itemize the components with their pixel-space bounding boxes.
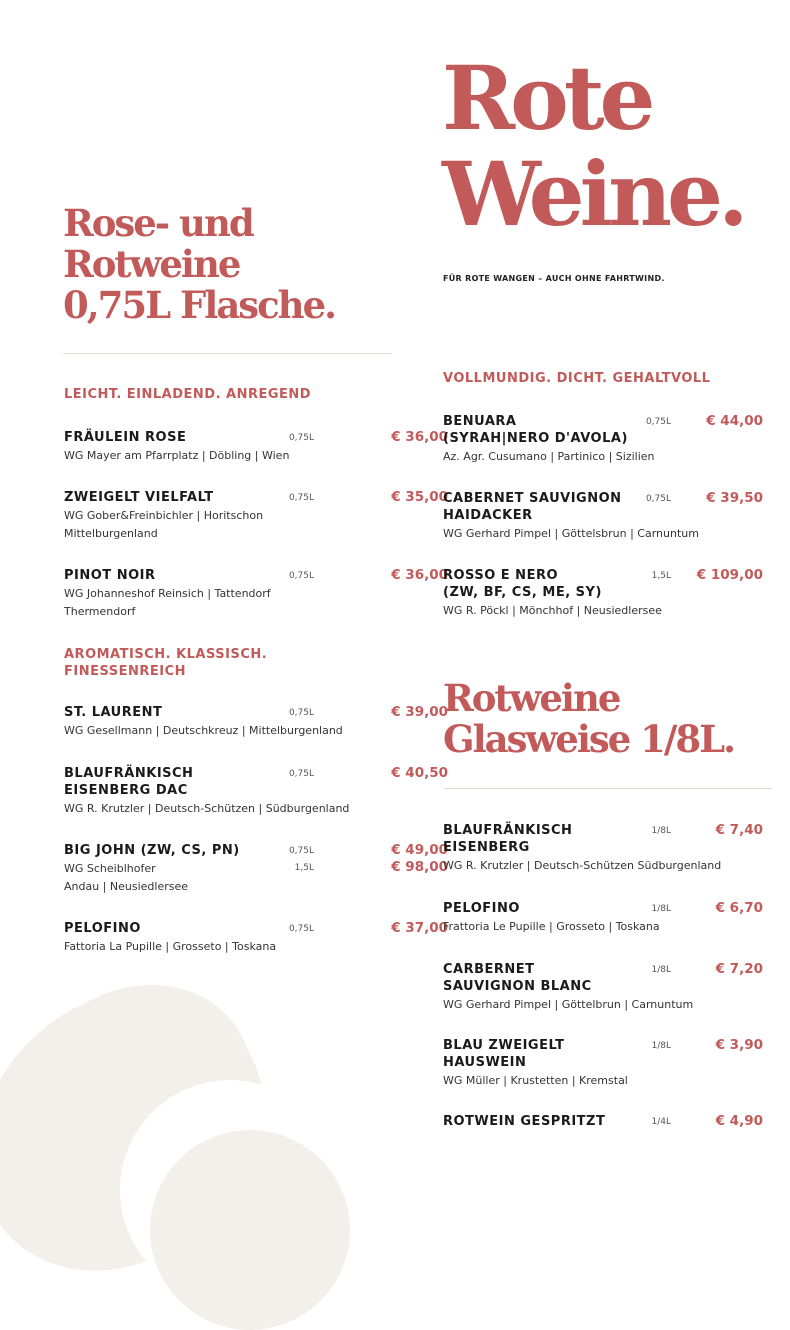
wine-name-line: FRÄULEIN ROSE — [64, 430, 187, 445]
winery-origin-line: Mittelburgenland — [64, 527, 158, 540]
wine-item — [443, 490, 783, 543]
wine-volume: 1/4L — [651, 1117, 671, 1127]
wine-price: € 7,20 — [715, 961, 763, 977]
wine-item — [443, 1113, 783, 1130]
wine-volume: 1/8L — [651, 904, 671, 914]
wine-item — [64, 567, 448, 621]
glass-title-line2: Glasweise 1/8L. — [443, 717, 735, 761]
wine-volume: 0,75L — [288, 708, 314, 718]
winery-origin — [64, 722, 404, 740]
wine-volume: 0,75L — [288, 846, 314, 856]
wine-item — [443, 961, 783, 1014]
wine-item — [64, 842, 448, 896]
wine-volume-large: 1,5L — [294, 863, 314, 873]
wine-volume: 1/8L — [651, 965, 671, 975]
wine-name-line: ST. LAURENT — [64, 705, 163, 720]
bottle-title-line3: 0,75L Flasche. — [63, 283, 335, 327]
wine-name-line: BLAUFRÄNKISCH — [443, 823, 573, 838]
wine-name — [64, 489, 264, 506]
wine-volume: 1,5L — [651, 571, 671, 581]
wine-name-line: BLAUFRÄNKISCH — [64, 766, 194, 781]
wine-name — [443, 1037, 643, 1071]
wine-price: € 7,40 — [715, 822, 763, 838]
wine-volume: 0,75L — [645, 417, 671, 427]
wine-price: € 44,00 — [706, 413, 763, 429]
wine-name-line: BIG JOHN (ZW, CS, PN) — [64, 843, 240, 858]
wine-name — [64, 567, 264, 584]
winery-origin-line: WG R. Pöckl | Mönchhof | Neusiedlersee — [443, 604, 662, 617]
wine-item — [64, 489, 448, 543]
wine-name — [443, 567, 643, 601]
winery-origin — [443, 918, 783, 936]
winery-origin — [64, 800, 404, 818]
wine-item — [443, 1037, 783, 1090]
winery-origin — [443, 448, 783, 466]
wine-item — [64, 704, 448, 740]
divider-left — [63, 353, 392, 354]
wine-name — [64, 429, 264, 446]
wine-volume: 0,75L — [645, 494, 671, 504]
bottle-title-line2: Rotweine — [63, 242, 240, 286]
winery-origin — [64, 507, 404, 543]
winery-origin-line: Frattoria Le Pupille | Grosseto | Toskana — [443, 920, 660, 933]
decorative-blob-small — [150, 1130, 350, 1330]
winery-origin-line: WG Scheiblhofer — [64, 862, 156, 875]
wine-name-line: ROSSO E NERO — [443, 568, 559, 583]
winery-origin-line: WG Johanneshof Reinsich | Tattendorf — [64, 587, 271, 600]
wine-price: € 35,00 — [391, 489, 448, 505]
wine-item — [443, 900, 783, 936]
wine-name-line: BLAU ZWEIGELT — [443, 1038, 565, 1053]
winery-origin-line: Fattoria La Pupille | Grosseto | Toskana — [64, 940, 277, 953]
winery-origin-line: WG Mayer am Pfarrplatz | Döbling | Wien — [64, 449, 290, 462]
winery-origin — [443, 857, 783, 875]
divider-right — [443, 788, 772, 789]
category-aromatisch-line2: FINESSENREICH — [64, 664, 187, 679]
wine-item — [64, 765, 448, 818]
winery-origin-line: Andau | Neusiedlersee — [64, 880, 189, 893]
wine-name-line: CARBERNET — [443, 962, 535, 977]
wine-price: € 49,00 — [391, 842, 448, 858]
category-vollmundig: VOLLMUNDIG. DICHT. GEHALTVOLL — [443, 371, 711, 386]
wine-name-line: (ZW, BF, CS, ME, SY) — [443, 585, 602, 600]
winery-origin-line: WG Gober&Freinbichler | Horitschon — [64, 509, 264, 522]
wine-name-line: ZWEIGELT VIELFALT — [64, 490, 214, 505]
wine-name-line: HAIDACKER — [443, 508, 533, 523]
glass-section-title — [443, 678, 734, 760]
winery-origin — [443, 602, 783, 620]
wine-name-line: HAUSWEIN — [443, 1055, 527, 1070]
winery-origin-line: Thermendorf — [64, 605, 136, 618]
wine-item — [443, 413, 783, 466]
wine-name-line: BENUARA — [443, 414, 517, 429]
category-aromatisch — [64, 646, 364, 680]
wine-name — [443, 1113, 643, 1130]
wine-name-line: SAUVIGNON BLANC — [443, 979, 592, 994]
glass-title-line1: Rotweine — [443, 676, 620, 720]
winery-origin-line: WG Gesellmann | Deutschkreuz | Mittelburgenland — [64, 724, 343, 737]
wine-volume: 1/8L — [651, 826, 671, 836]
tagline: FÜR ROTE WANGEN – AUCH OHNE FAHRTWIND. — [443, 274, 665, 283]
bottle-section-title — [63, 203, 335, 326]
category-aromatisch-line1: AROMATISCH. KLASSISCH. — [64, 647, 268, 662]
wine-volume: 0,75L — [288, 769, 314, 779]
wine-name — [443, 900, 643, 917]
hero-title — [442, 46, 744, 246]
wine-name — [443, 822, 643, 856]
wine-price: € 109,00 — [696, 567, 763, 583]
wine-item — [443, 567, 783, 620]
wine-price: € 6,70 — [715, 900, 763, 916]
wine-price: € 39,50 — [706, 490, 763, 506]
winery-origin-line: WG R. Krutzler | Deutsch-Schützen Südburgenland — [443, 859, 722, 872]
winery-origin — [64, 585, 404, 621]
wine-name — [64, 765, 264, 799]
wine-price-large: € 98,00 — [391, 859, 448, 875]
wine-name-line: ROTWEIN GESPRITZT — [443, 1114, 606, 1129]
wine-volume: 0,75L — [288, 924, 314, 934]
wine-name-line: (SYRAH|NERO D'AVOLA) — [443, 431, 628, 446]
wine-name-line: EISENBERG — [443, 840, 530, 855]
wine-item — [64, 920, 448, 956]
wine-price: € 36,00 — [391, 429, 448, 445]
wine-name — [443, 490, 643, 524]
wine-name-line: PINOT NOIR — [64, 568, 156, 583]
winery-origin — [64, 938, 404, 956]
wine-volume: 0,75L — [288, 571, 314, 581]
wine-price: € 39,00 — [391, 704, 448, 720]
wine-name — [64, 842, 264, 859]
wine-name — [443, 961, 643, 995]
wine-name — [64, 704, 264, 721]
wine-name-line: PELOFINO — [64, 921, 141, 936]
category-leicht: LEICHT. EINLADEND. ANREGEND — [64, 387, 312, 402]
winery-origin-line: WG R. Krutzler | Deutsch-Schützen | Südburgenland — [64, 802, 350, 815]
wine-volume: 0,75L — [288, 493, 314, 503]
winery-origin — [443, 1072, 783, 1090]
winery-origin — [64, 860, 404, 896]
hero-title-line1: Rote — [442, 46, 651, 150]
winery-origin-line: WG Müller | Krustetten | Kremstal — [443, 1074, 628, 1087]
winery-origin — [443, 996, 783, 1014]
wine-item — [64, 429, 448, 465]
winery-origin — [64, 447, 404, 465]
winery-origin-line: Az. Agr. Cusumano | Partinico | Sizilien — [443, 450, 655, 463]
wine-item — [443, 822, 783, 875]
bottle-title-line1: Rose- und — [63, 201, 253, 245]
wine-volume: 1/8L — [651, 1041, 671, 1051]
wine-name-line: CABERNET SAUVIGNON — [443, 491, 622, 506]
winery-origin-line: WG Gerhard Pimpel | Göttelbrun | Carnuntum — [443, 998, 694, 1011]
wine-name-line: EISENBERG DAC — [64, 783, 188, 798]
hero-title-line2: Weine. — [442, 142, 744, 246]
wine-volume: 0,75L — [288, 433, 314, 443]
wine-price: € 3,90 — [715, 1037, 763, 1053]
winery-origin — [443, 525, 783, 543]
wine-price: € 36,00 — [391, 567, 448, 583]
wine-price: € 4,90 — [715, 1113, 763, 1129]
wine-price: € 37,00 — [391, 920, 448, 936]
wine-price: € 40,50 — [391, 765, 448, 781]
wine-name — [443, 413, 643, 447]
winery-origin-line: WG Gerhard Pimpel | Göttelsbrun | Carnuntum — [443, 527, 699, 540]
wine-name — [64, 920, 264, 937]
wine-name-line: PELOFINO — [443, 901, 520, 916]
